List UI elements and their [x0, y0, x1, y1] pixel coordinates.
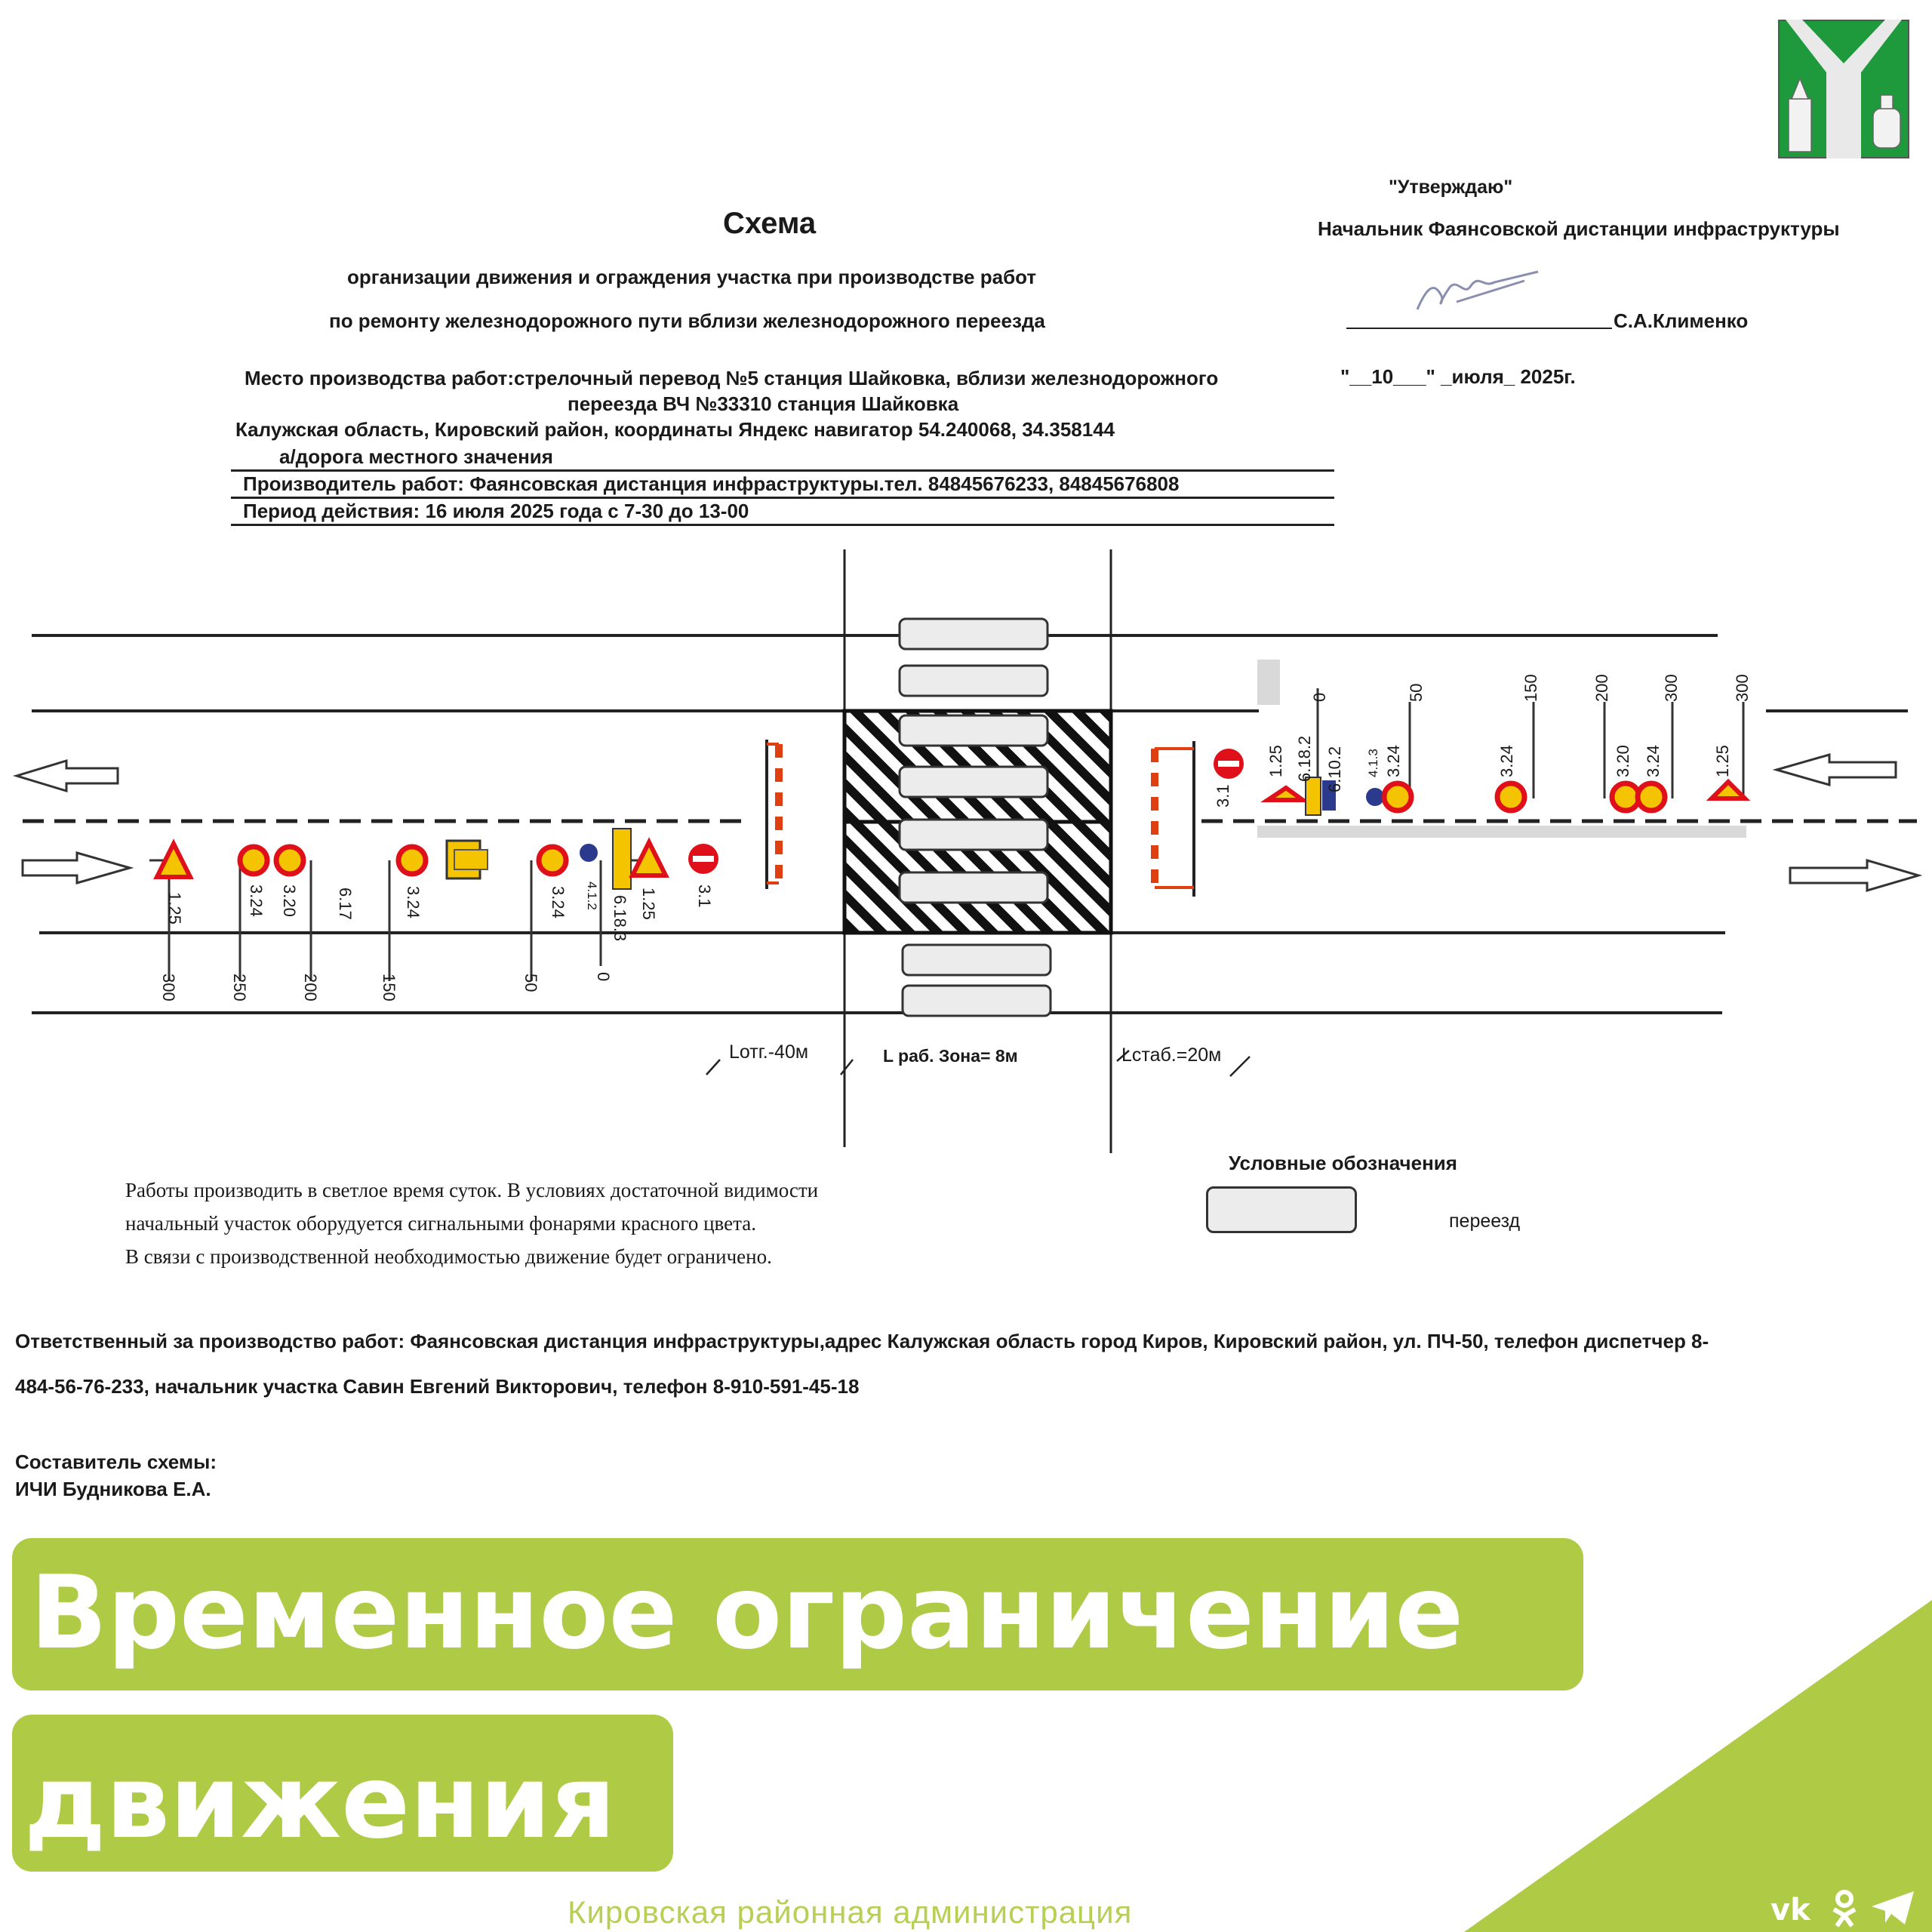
distance-label: 250 — [230, 974, 249, 1001]
sign-code: 3.1 — [695, 884, 714, 908]
direction-sign-icon — [580, 844, 598, 862]
road-signs-upper — [1214, 749, 1745, 815]
crossing-pad — [903, 945, 1051, 975]
traffic-scheme-diagram — [0, 543, 1932, 1162]
validity-period: Период действия: 16 июля 2025 года с 7-30 до 13-00 — [243, 500, 749, 522]
distance-label: 50 — [521, 974, 540, 992]
region-coords: Калужская область, Кировский район, координаты Яндекс навигатор 54.240068, 34.358144 — [235, 418, 1115, 441]
contractor: Производитель работ: Фаянсовская дистанция инфраструктуры.тел. 84845676233, 84845676808 — [243, 472, 1180, 495]
sign-code: 3.20 — [280, 884, 299, 917]
headline-banner: движения — [12, 1715, 673, 1872]
distance-label: 300 — [1662, 674, 1681, 702]
crossing-pad — [903, 986, 1051, 1016]
ok-icon[interactable] — [1834, 1892, 1855, 1926]
approver-name: С.А.Клименко — [1614, 309, 1749, 332]
detour-direction-sign-icon — [1306, 777, 1321, 815]
speed-limit-sign-icon — [539, 847, 566, 874]
social-links — [1766, 1887, 1917, 1927]
sign-code: 6.18.2 — [1295, 735, 1314, 782]
distance-label: 300 — [1733, 674, 1752, 702]
sign-code: 6.10.2 — [1325, 746, 1344, 792]
author-name: ИЧИ Будникова Е.А. — [15, 1478, 211, 1500]
distance-label: 300 — [159, 974, 178, 1001]
divider — [231, 469, 1334, 472]
arrow-left-icon — [1777, 755, 1896, 785]
approval-date: "__10___" _июля_ 2025г. — [1340, 365, 1576, 388]
speed-limit-sign-icon — [240, 847, 267, 874]
footer-org: Кировская районная администрация — [568, 1894, 1133, 1930]
sign-code: 3.24 — [404, 886, 423, 918]
road-type: а/дорога местного значения — [279, 445, 553, 468]
sign-code: 3.1 — [1214, 784, 1232, 808]
crossing-pad — [900, 767, 1048, 797]
sign-code: 3.24 — [247, 884, 266, 917]
sign-code: 1.25 — [165, 892, 184, 924]
subtitle-1: организации движения и ограждения участка при производстве работ — [347, 266, 1037, 288]
detour-direction-sign-icon — [613, 829, 631, 889]
speed-limit-sign-icon — [1384, 783, 1411, 811]
arrow-right-icon — [1790, 860, 1918, 891]
arrow-right-icon — [23, 853, 130, 883]
no-overtake-sign-icon — [276, 847, 303, 874]
work-place-2: переезда ВЧ №33310 станция Шайковка — [568, 392, 959, 415]
work-place-1: Место производства работ:стрелочный перевод №5 станция Шайковка, вблизи железнодорожного — [245, 367, 1219, 389]
divider — [231, 524, 1334, 526]
crossing-pad — [900, 872, 1048, 903]
speed-limit-sign-icon — [398, 847, 426, 874]
direction-sign-icon — [1366, 788, 1384, 806]
crossing-pad — [900, 715, 1048, 746]
distance-label: 0 — [1310, 692, 1329, 702]
legend-item-label: переезд — [1449, 1211, 1521, 1232]
distance-label: 150 — [380, 974, 398, 1001]
sign-code: 3.24 — [1497, 745, 1516, 777]
sign-code: 3.24 — [549, 886, 568, 918]
crossing-pad — [900, 820, 1048, 850]
sign-code: 1.25 — [1713, 745, 1732, 777]
page-title: Схема — [723, 207, 817, 240]
sign-code: 1.25 — [1266, 745, 1285, 777]
author-label: Составитель схемы: — [15, 1451, 217, 1473]
note-line: начальный участок оборудуется сигнальными фонарями красного цвета. — [125, 1212, 756, 1235]
headline-banner: Временное ограничение — [12, 1538, 1583, 1690]
sign-code: 4.1.2 — [585, 881, 599, 910]
sign-code: 1.25 — [639, 888, 658, 920]
crossing-pad — [900, 666, 1048, 696]
sign-code: 3.24 — [1644, 745, 1663, 777]
coat-of-arms-logo — [1778, 20, 1909, 158]
signature-line — [1346, 328, 1612, 329]
speed-limit-sign-icon — [1497, 783, 1524, 811]
sign-code: 3.20 — [1614, 745, 1632, 777]
approver-title: Начальник Фаянсовской дистанции инфраструктуры — [1318, 217, 1840, 240]
note-line: Работы производить в светлое время суток. В условиях достаточной видимости — [125, 1179, 819, 1201]
work-zone-label: L раб. Зона= 8м — [883, 1046, 1018, 1066]
right-barrier — [1155, 741, 1194, 897]
sign-code: 3.24 — [1384, 745, 1403, 777]
warning-sign-icon — [1268, 788, 1303, 800]
crossing-pad — [900, 619, 1048, 649]
warning-sign-icon — [1712, 782, 1745, 798]
left-barrier — [767, 740, 779, 889]
distance-label: 50 — [1407, 683, 1426, 702]
legend-title: Условные обозначения — [1229, 1152, 1457, 1174]
responsible-line: 484-56-76-233, начальник участка Савин Евгений Викторович, телефон 8-910-591-45-18 — [15, 1375, 860, 1398]
warning-sign-icon — [632, 842, 666, 875]
divider — [231, 497, 1334, 499]
sign-code: 6.17 — [336, 888, 355, 920]
vk-icon[interactable] — [1770, 1893, 1811, 1927]
svg-text:vk: vk — [1770, 1893, 1810, 1927]
zone-stab-label: Lстаб.=20м — [1121, 1044, 1222, 1066]
corner-decoration — [1464, 1600, 1932, 1932]
telegram-icon[interactable] — [1872, 1891, 1914, 1924]
distance-label: 150 — [1521, 674, 1540, 702]
arrow-left-icon — [17, 761, 118, 791]
legend-crossing-swatch — [1206, 1186, 1357, 1233]
responsible-line: Ответственный за производство работ: Фаянсовская дистанция инфраструктуры,адрес Калужская область город Киров, Кировский район, ул. ПЧ-50, телефон диспетчер 8- — [15, 1330, 1709, 1352]
distance-label: 0 — [594, 972, 613, 982]
sign-code: 6.18.3 — [611, 895, 629, 942]
note-line: В связи с производственной необходимостью движение будет ограничено. — [125, 1245, 772, 1268]
approve-label: "Утверждаю" — [1389, 177, 1513, 198]
speed-limit-sign-icon — [1638, 783, 1665, 811]
sign-code: 4.1.3 — [1366, 749, 1380, 777]
subtitle-2: по ремонту железнодорожного пути вблизи железнодорожного переезда — [329, 309, 1045, 332]
signature — [1411, 266, 1547, 318]
road-signs-lower — [157, 829, 718, 889]
distance-label: 200 — [301, 974, 320, 1001]
zone-lotg-label: Lотг.-40м — [729, 1041, 809, 1063]
distance-label: 200 — [1592, 674, 1611, 702]
